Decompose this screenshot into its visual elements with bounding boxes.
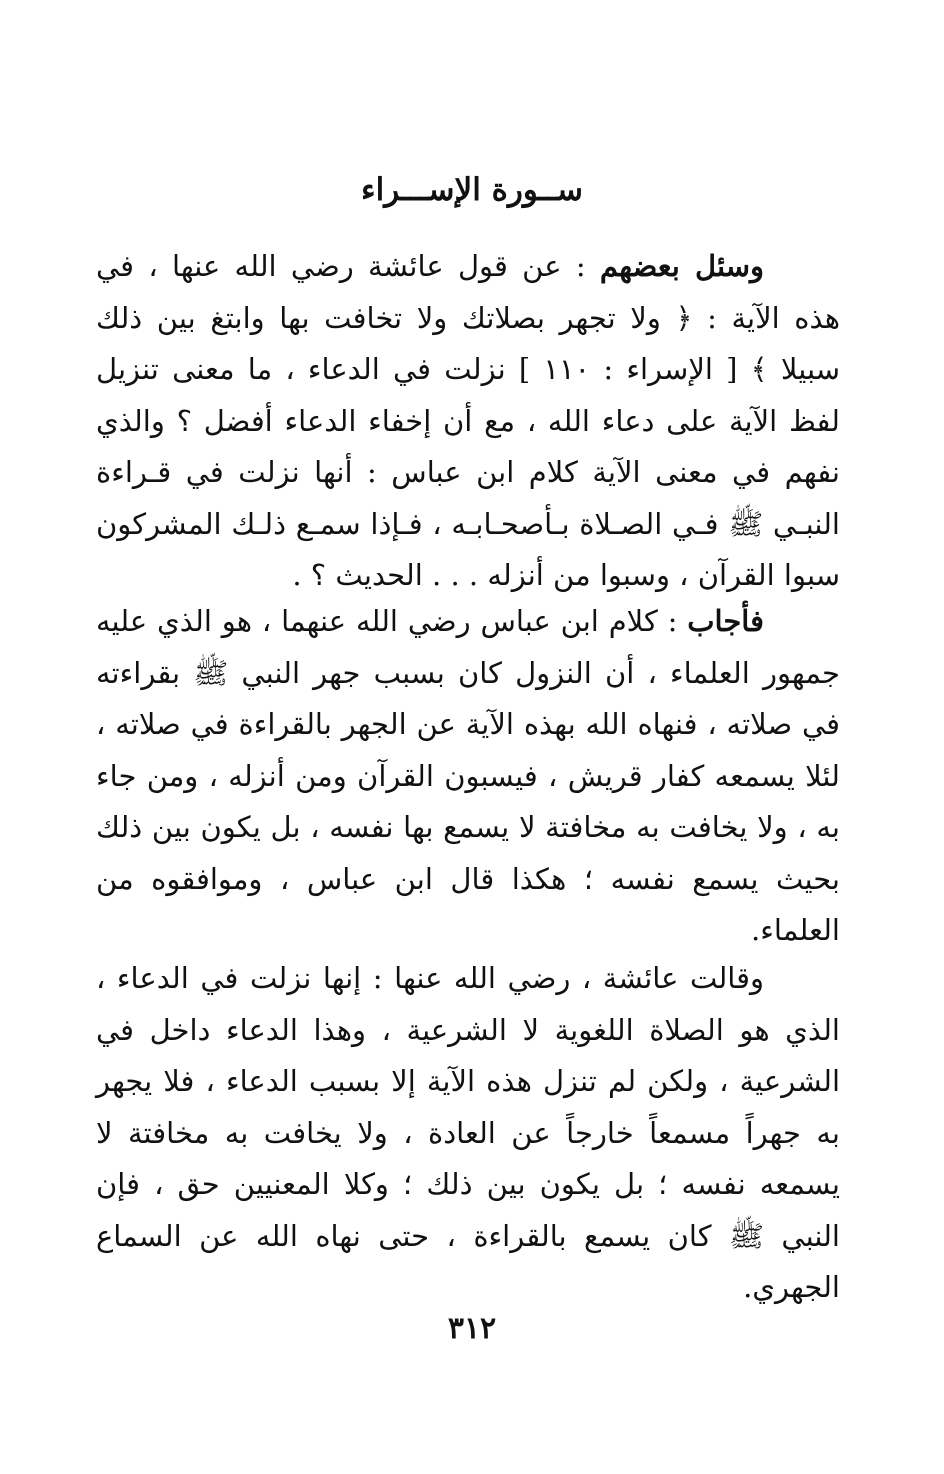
answer-text-block: [96, 596, 840, 957]
page-title: ســورة الإســـراء: [361, 172, 583, 208]
answer-lead: فأجاب: [687, 604, 764, 638]
continuation-paragraph: [96, 953, 840, 1314]
question-paragraph: [96, 241, 840, 602]
answer-body: : كلام ابن عباس رضي الله عنهما ، هو الذي عليه جمهور العلماء ، أن النزول كان بسبب جهر النبي ﷺ بقراءته في صلاته ، فنهاه الله بهذه الآية عن الجهر بالقراءة في صلاته ، لئلا يسمعه كفار قريش ، فيسبون القرآن ومن أنزله ، ومن جاء به ، ولا يخافت به مخافتة لا يسمع بها نفسه ، بل يكون بين ذلك بحيث يسمع نفسه ؛ هكذا قال ابن عباس ، وموافقوه من العلماء.: [96, 604, 840, 947]
question-lead: وسئل بعضهم: [599, 249, 764, 283]
question-text-block: [96, 241, 840, 602]
question-body: : عن قول عائشة رضي الله عنها ، في هذه الآية : ﴿ ولا تجهر بصلاتك ولا تخافت بها وابتغ بين ذلك سبيلا ﴾ [ الإسراء : ١١٠ ] نزلت في الدعاء ، ما معنى تنزيل لفظ الآية على دعاء الله ، مع أن إخفاء الدعاء أفضل ؟ والذي نفهم في معنى الآية كلام ابن عباس : أنها نزلت في قـراءة النبـي ﷺ فـي الصـلاة بـأصحـابـه ، فـإذا سمـع ذلـك المشركون سبوا القرآن ، وسبوا من أنزله . . . الحديث ؟ .: [96, 249, 840, 592]
continuation-text: وقالت عائشة ، رضي الله عنها : إنها نزلت في الدعاء ، الذي هو الصلاة اللغوية لا الشرعية ، وهذا الدعاء داخل في الشرعية ، ولكن لم تنزل هذه الآية إلا بسبب الدعاء ، فلا يجهر به جهراً مسمعاً خارجاً عن العادة ، ولا يخافت به مخافتة لا يسمعه نفسه ؛ بل يكون بين ذلك ؛ وكلا المعنيين حق ، فإن النبي ﷺ كان يسمع بالقراءة ، حتى نهاه الله عن السماع الجهري.: [96, 961, 840, 1304]
page-number: ٣١٢: [447, 1311, 497, 1346]
answer-paragraph: [96, 596, 840, 957]
